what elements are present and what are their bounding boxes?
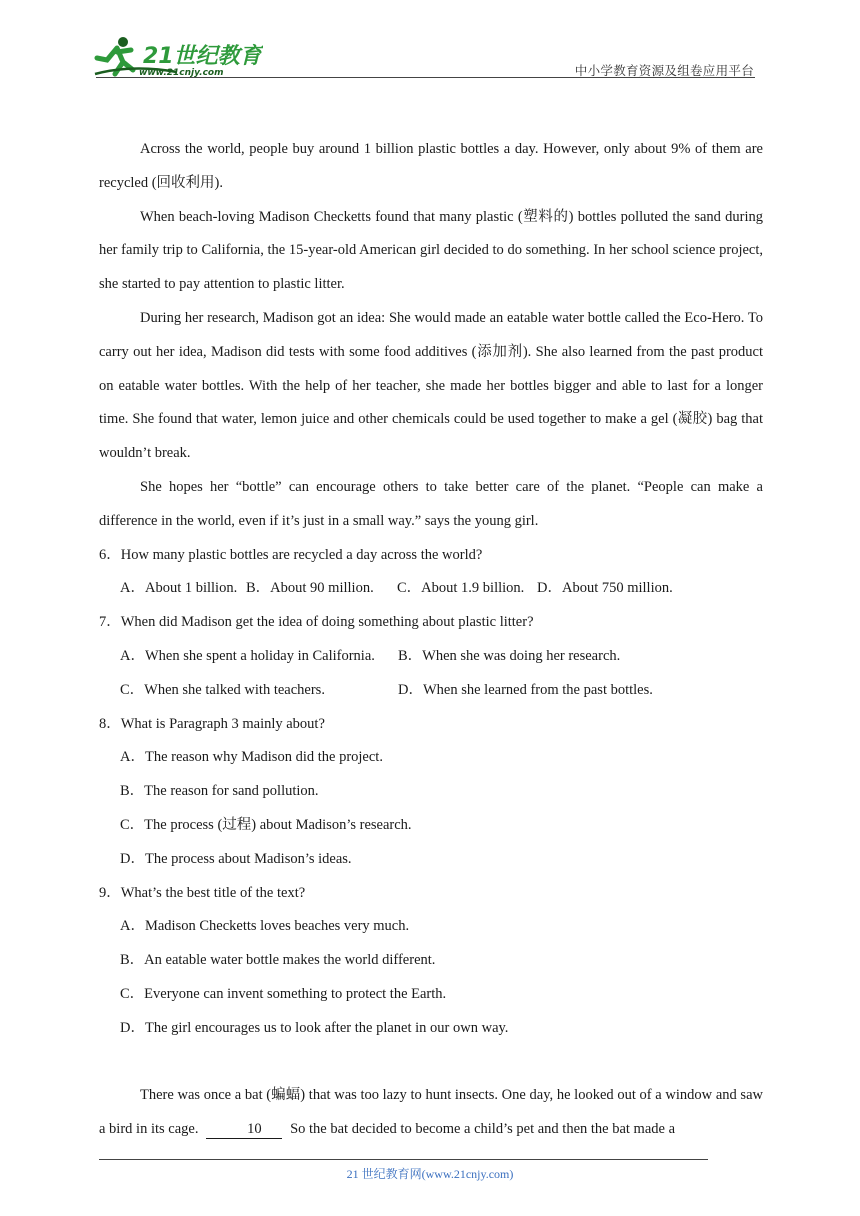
footer-link[interactable]: 21 世纪教育网(www.21cnjy.com) bbox=[346, 1167, 514, 1181]
passage2-text-before: There was once a bat (蝙蝠) that was too lazy to hunt insects. One day, he looked out of a window and saw a bird in its cage. bbox=[99, 1087, 763, 1138]
cloze-blank-10[interactable]: 10 bbox=[206, 1121, 282, 1139]
passage1-paragraph-2: When beach-loving Madison Checketts found that many plastic (塑料的) bottles polluted the sand during her family trip to California, the 15-year-old American girl decided to do something. In her school science project, she started to pay attention to plastic litter. bbox=[99, 208, 763, 293]
passage1-paragraph-3: During her research, Madison got an idea: She would made an eatable water bottle called the Eco-Hero. To carry out her idea, Madison did tests with some food additives (添加剂). She also learned from the past product on eatable water bottles. With the help of her teacher, she made her bottles bigger and able to last for a longer time. She found that water, lemon juice and other chemicals could be used together to make a gel (凝胶) bag that wouldn’t break. bbox=[99, 309, 763, 462]
question-7-option-b: B．When she was doing her research. bbox=[398, 647, 621, 664]
question-8-option-d: D．The process about Madison’s ideas. bbox=[120, 850, 352, 867]
logo-runner-icon bbox=[93, 34, 263, 80]
question-7-options-row-2 bbox=[99, 674, 763, 708]
header-tagline: 中小学教育资源及组卷应用平台 bbox=[574, 63, 754, 78]
passage2-text-after: So the bat decided to become a child’s pet and then the bat made a bbox=[290, 1121, 676, 1138]
question-6-option-a: A．About 1 billion. bbox=[120, 580, 238, 597]
question-9-option-b: B．An eatable water bottle makes the world different. bbox=[120, 952, 436, 969]
question-8-option-a: A．The reason why Madison did the project. bbox=[120, 749, 383, 766]
question-7-stem: 7．When did Madison get the idea of doing something about plastic litter? bbox=[99, 614, 534, 631]
question-6-option-b: B．About 90 million. bbox=[246, 580, 374, 597]
question-6-option-d: D．About 750 million. bbox=[537, 580, 673, 597]
question-7-option-a: A．When she spent a holiday in California. bbox=[120, 647, 375, 664]
passage1-paragraph-4: She hopes her “bottle” can encourage others to take better care of the planet. “People can make a difference in the world, even if it’s just in a small way.” says the young girl. bbox=[99, 478, 763, 529]
question-6-option-c: C．About 1.9 billion. bbox=[397, 580, 525, 597]
site-logo bbox=[93, 34, 263, 80]
question-9-option-a: A．Madison Checketts loves beaches very much. bbox=[120, 918, 410, 935]
section-gap bbox=[99, 1046, 763, 1080]
logo-text: 21世纪教育 bbox=[143, 44, 262, 69]
question-7-option-d: D．When she learned from the past bottles. bbox=[398, 681, 653, 698]
question-8-option-c: C．The process (过程) about Madison’s research. bbox=[120, 816, 412, 833]
question-8-stem: 8．What is Paragraph 3 mainly about? bbox=[99, 715, 325, 732]
page-header bbox=[0, 0, 860, 90]
passage1-paragraph-1: Across the world, people buy around 1 billion plastic bottles a day. However, only about 9% of them are recycled (回收利用). bbox=[99, 141, 763, 191]
question-6-stem: 6．How many plastic bottles are recycled a day across the world? bbox=[99, 546, 483, 563]
header-divider bbox=[96, 77, 755, 78]
question-7-options-row-1 bbox=[99, 640, 763, 674]
question-7-option-c: C．When she talked with teachers. bbox=[120, 681, 325, 698]
question-9-stem: 9．What’s the best title of the text? bbox=[99, 884, 306, 901]
passage2-paragraph bbox=[99, 1079, 763, 1147]
question-8-option-b: B．The reason for sand pollution. bbox=[120, 783, 319, 800]
logo-url: www.21cnjy.com bbox=[139, 68, 224, 78]
question-9-option-c: C．Everyone can invent something to protect the Earth. bbox=[120, 985, 447, 1002]
question-6-options bbox=[99, 572, 763, 606]
footer-divider bbox=[99, 1159, 708, 1160]
document-body bbox=[99, 133, 763, 1147]
question-9-option-d: D．The girl encourages us to look after the planet in our own way. bbox=[120, 1019, 509, 1036]
